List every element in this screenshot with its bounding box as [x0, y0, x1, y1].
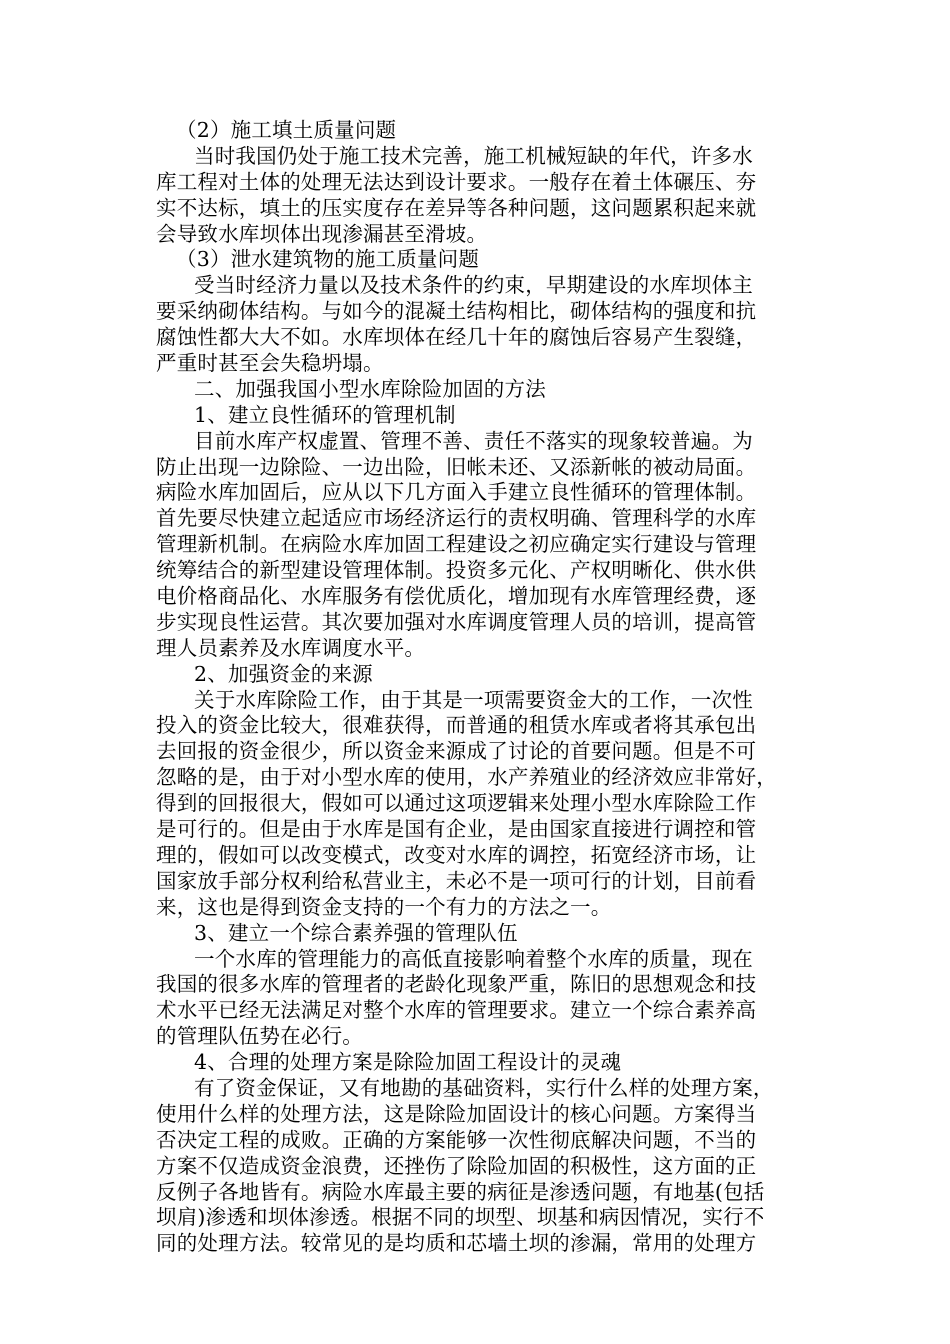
text-line: 否决定工程的成败。正确的方案能够一次性彻底解决问题，不当的 [156, 1127, 757, 1152]
text-line: 忽略的是，由于对小型水库的使用，水产养殖业的经济效应非常好， [156, 765, 777, 790]
text-line: 4、合理的处理方案是除险加固工程设计的灵魂 [194, 1050, 622, 1075]
text-line: 同的处理方法。较常见的是均质和芯墙土坝的渗漏，常用的处理方 [156, 1231, 757, 1256]
text-line: 病险水库加固后，应从以下几方面入手建立良性循环的管理体制。 [156, 480, 757, 505]
text-line: 严重时甚至会失稳坍塌。 [156, 351, 384, 376]
text-line: 是可行的。但是由于水库是国有企业，是由国家直接进行调控和管 [156, 817, 757, 842]
text-line: 2、加强资金的来源 [194, 661, 373, 686]
text-line: 会导致水库坝体出现渗漏甚至滑坡。 [156, 221, 488, 246]
text-line: 目前水库产权虚置、管理不善、责任不落实的现象较普遍。为 [194, 428, 753, 453]
text-line: 库工程对土体的处理无法达到设计要求。一般存在着土体碾压、夯 [156, 169, 757, 194]
text-line: 坝肩)渗透和坝体渗透。根据不同的坝型、坝基和病因情况，实行不 [156, 1205, 765, 1230]
text-line: 防止出现一边除险、一边出险，旧帐未还、又添新帐的被动局面。 [156, 454, 757, 479]
text-line: 我国的很多水库的管理者的老龄化现象严重，陈旧的思想观念和技 [156, 972, 757, 997]
text-line: 投入的资金比较大，很难获得，而普通的租赁水库或者将其承包出 [156, 713, 757, 738]
text-line: 要采纳砌体结构。与如今的混凝土结构相比，砌体结构的强度和抗 [156, 299, 757, 324]
text-line: 使用什么样的处理方法，这是除险加固设计的核心问题。方案得当 [156, 1101, 757, 1126]
text-line: （2）施工填土质量问题 [176, 118, 397, 142]
text-line: 当时我国仍处于施工技术完善，施工机械短缺的年代，许多水 [194, 143, 753, 168]
text-line: 二、加强我国小型水库除险加固的方法 [194, 376, 546, 401]
text-line: 理的，假如可以改变模式，改变对水库的调控，拓宽经济市场，让 [156, 842, 757, 867]
text-line: 首先要尽快建立起适应市场经济运行的责权明确、管理科学的水库 [156, 506, 757, 531]
text-line: 来，这也是得到资金支持的一个有力的方法之一。 [156, 894, 612, 919]
text-line: 术水平已经无法满足对整个水库的管理要求。建立一个综合素养高 [156, 998, 757, 1023]
text-line: 的管理队伍势在必行。 [156, 1024, 363, 1049]
text-line: 反例子各地皆有。病险水库最主要的病征是渗透问题，有地基(包括 [156, 1179, 765, 1204]
text-line: 国家放手部分权利给私营业主，未必不是一项可行的计划，目前看 [156, 868, 757, 893]
document-page [156, 118, 806, 1257]
text-line: 理人员素养及水库调度水平。 [156, 635, 426, 660]
text-line: 受当时经济力量以及技术条件的约束，早期建设的水库坝体主 [194, 273, 753, 298]
text-line: （3）泄水建筑物的施工质量问题 [176, 247, 480, 272]
text-line: 电价格商品化、水库服务有偿优质化，增加现有水库管理经费，逐 [156, 584, 757, 609]
text-line: 1、建立良性循环的管理机制 [194, 402, 456, 427]
text-line: 一个水库的管理能力的高低直接影响着整个水库的质量，现在 [194, 946, 753, 971]
text-line: 去回报的资金很少，所以资金来源成了讨论的首要问题。但是不可 [156, 739, 757, 764]
text-line: 方案不仅造成资金浪费，还挫伤了除险加固的积极性，这方面的正 [156, 1153, 757, 1178]
text-line: 实不达标，填土的压实度存在差异等各种问题，这问题累积起来就 [156, 195, 757, 220]
text-line: 有了资金保证，又有地勘的基础资料，实行什么样的处理方案， [194, 1075, 774, 1100]
text-line: 统筹结合的新型建设管理体制。投资多元化、产权明晰化、供水供 [156, 558, 757, 583]
text-line: 3、建立一个综合素养强的管理队伍 [194, 920, 518, 945]
text-line: 腐蚀性都大大不如。水库坝体在经几十年的腐蚀后容易产生裂缝， [156, 325, 757, 350]
text-line: 得到的回报很大，假如可以通过这项逻辑来处理小型水库除险工作 [156, 791, 757, 816]
text-line: 步实现良性运营。其次要加强对水库调度管理人员的培训，提高管 [156, 609, 757, 634]
text-line: 管理新机制。在病险水库加固工程建设之初应确定实行建设与管理 [156, 532, 757, 557]
text-line: 关于水库除险工作，由于其是一项需要资金大的工作，一次性 [194, 687, 753, 712]
